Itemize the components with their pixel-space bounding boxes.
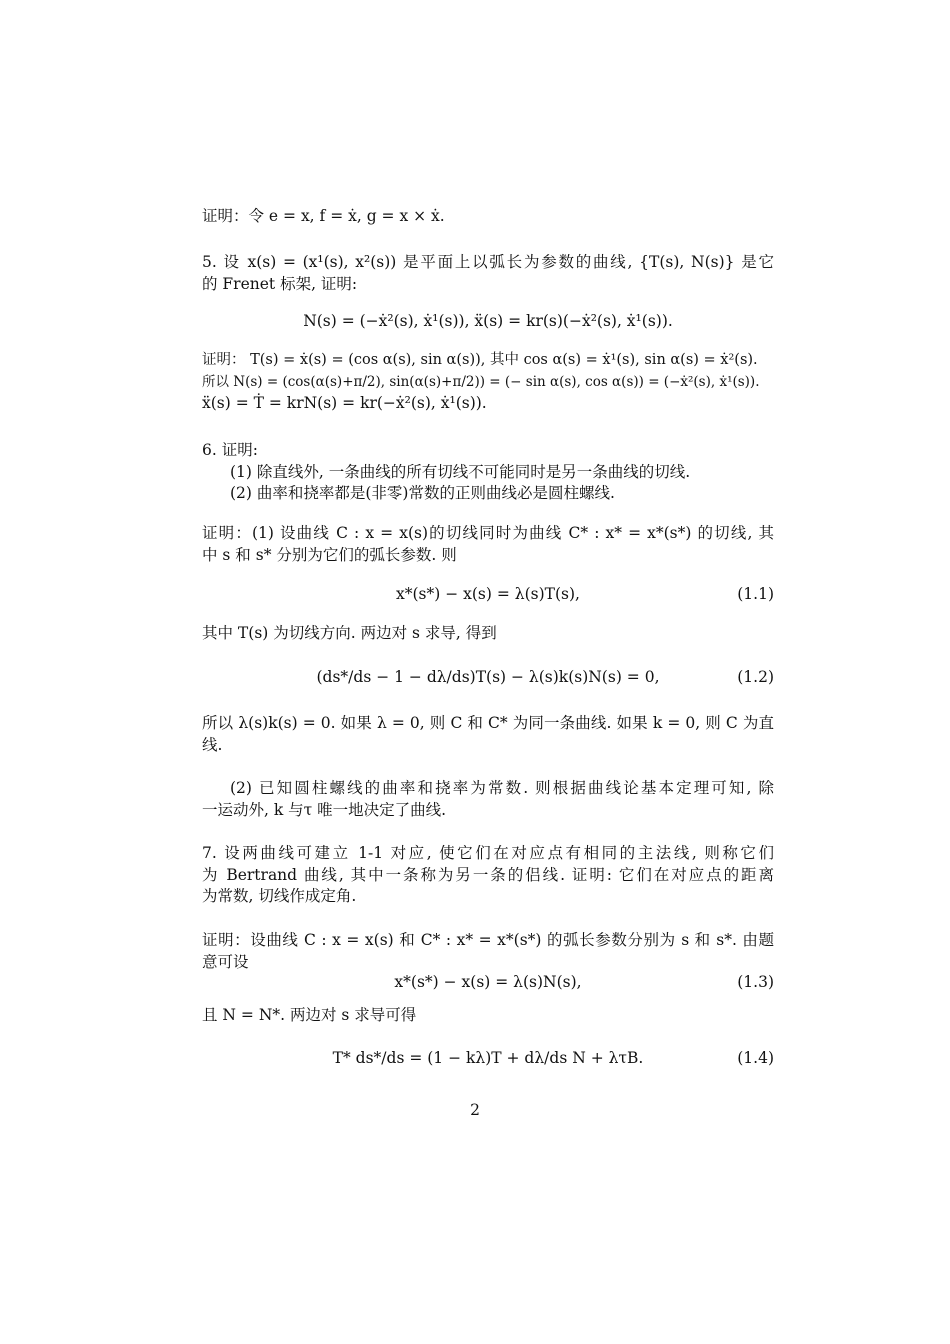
equation-number: (1.4) xyxy=(737,1049,774,1067)
text-line: (2) 已知圆柱螺线的曲率和挠率为常数. 则根据曲线论基本定理可知, 除 xyxy=(230,779,774,797)
equation-1-4 xyxy=(202,1045,774,1075)
equation-1-1 xyxy=(202,581,774,611)
derivation-text xyxy=(202,623,774,645)
text-line: (2) 曲率和挠率都是(非零)常数的正则曲线必是圆柱螺线. xyxy=(230,484,615,502)
text-line: 其中 T(s) 为切线方向. 两边对 s 求导, 得到 xyxy=(202,624,497,642)
text-line: 中 s 和 s* 分别为它们的弧长参数. 则 xyxy=(202,545,457,564)
text-line: 5. 设 x(s) = (x¹(s), x²(s)) 是平面上以弧长为参数的曲线, {T(s), N(s)} 是它 xyxy=(202,253,774,271)
text-line: 7. 设两曲线可建立 1-1 对应, 使它们在对应点有相同的主法线, 则称它们 xyxy=(202,844,774,862)
text-line: 证明：(1) 设曲线 C : x = x(s)的切线同时为曲线 C* : x* = x*(s*) 的切线, 其 xyxy=(202,524,774,542)
conclusion-part-1 xyxy=(202,713,774,756)
text-line: 的 Frenet 标架, 证明: xyxy=(202,274,358,293)
text-line: 6. 证明: xyxy=(202,441,258,459)
text-line: 为 Bertrand 曲线, 其中一条称为另一条的侣线. 证明: 它们在对应点的距离 xyxy=(202,865,774,884)
problem-5 xyxy=(202,252,774,295)
text-line: 证明：设曲线 C : x = x(s) 和 C* : x* = x*(s*) 的弧长参数分别为 s 和 s*. 由题 xyxy=(202,931,774,949)
text-line: 意可设 xyxy=(202,952,249,971)
text-line: 且 N = N*. 两边对 s 求导可得 xyxy=(202,1006,417,1024)
proof-6-part-2 xyxy=(202,778,774,821)
equation-body: T* ds*/ds = (1 − kλ)T + dλ/ds N + λτB. xyxy=(332,1049,644,1067)
equation-number: (1.2) xyxy=(737,668,774,686)
proof-hint-4 xyxy=(202,206,774,228)
equation-body: N(s) = (−ẋ²(s), ẋ¹(s)), ẍ(s) = kr(s)(−ẋ²(s), ẋ¹(s)). xyxy=(303,312,673,330)
equation-body: x*(s*) − x(s) = λ(s)T(s), xyxy=(396,585,580,603)
equation-number: (1.3) xyxy=(737,973,774,991)
text-line: 线. xyxy=(202,735,223,754)
equation-1-3 xyxy=(202,969,774,999)
page-number: 2 xyxy=(470,1101,480,1119)
proof-7 xyxy=(202,930,774,973)
problem-6 xyxy=(202,440,774,505)
text-line: 为常数, 切线作成定角. xyxy=(202,887,357,905)
text-line: (1) 除直线外, 一条曲线的所有切线不可能同时是另一条曲线的切线. xyxy=(230,462,691,481)
equation-1-2 xyxy=(202,664,774,694)
equation-number: (1.1) xyxy=(737,585,774,603)
equation-problem-5 xyxy=(202,308,774,338)
text-line: ẍ(s) = Ṫ = krN(s) = kr(−ẋ²(s), ẋ¹(s)). xyxy=(202,394,487,412)
text-line: 证明：令 e = x, f = ẋ, g = x × ẋ. xyxy=(202,207,445,225)
proof-5 xyxy=(202,350,774,415)
text-line: 所以 N(s) = (cos(α(s)+π/2), sin(α(s)+π/2)) = (− sin α(s), cos α(s)) = (−ẋ²(s), ẋ¹(s)). xyxy=(202,373,760,390)
proof-6-part-1 xyxy=(202,523,774,566)
text-line: 一运动外, k 与τ 唯一地决定了曲线. xyxy=(202,800,447,819)
equation-body: x*(s*) − x(s) = λ(s)N(s), xyxy=(394,973,582,991)
text-line: 证明： T(s) = ẋ(s) = (cos α(s), sin α(s)), 其中 cos α(s) = ẋ¹(s), sin α(s) = ẋ²(s). xyxy=(202,352,758,368)
derivation-text-2 xyxy=(202,1005,774,1027)
text-line: 所以 λ(s)k(s) = 0. 如果 λ = 0, 则 C 和 C* 为同一条曲线. 如果 k = 0, 则 C 为直 xyxy=(202,714,774,732)
problem-7 xyxy=(202,843,774,908)
equation-body: (ds*/ds − 1 − dλ/ds)T(s) − λ(s)k(s)N(s) = 0, xyxy=(316,668,660,686)
